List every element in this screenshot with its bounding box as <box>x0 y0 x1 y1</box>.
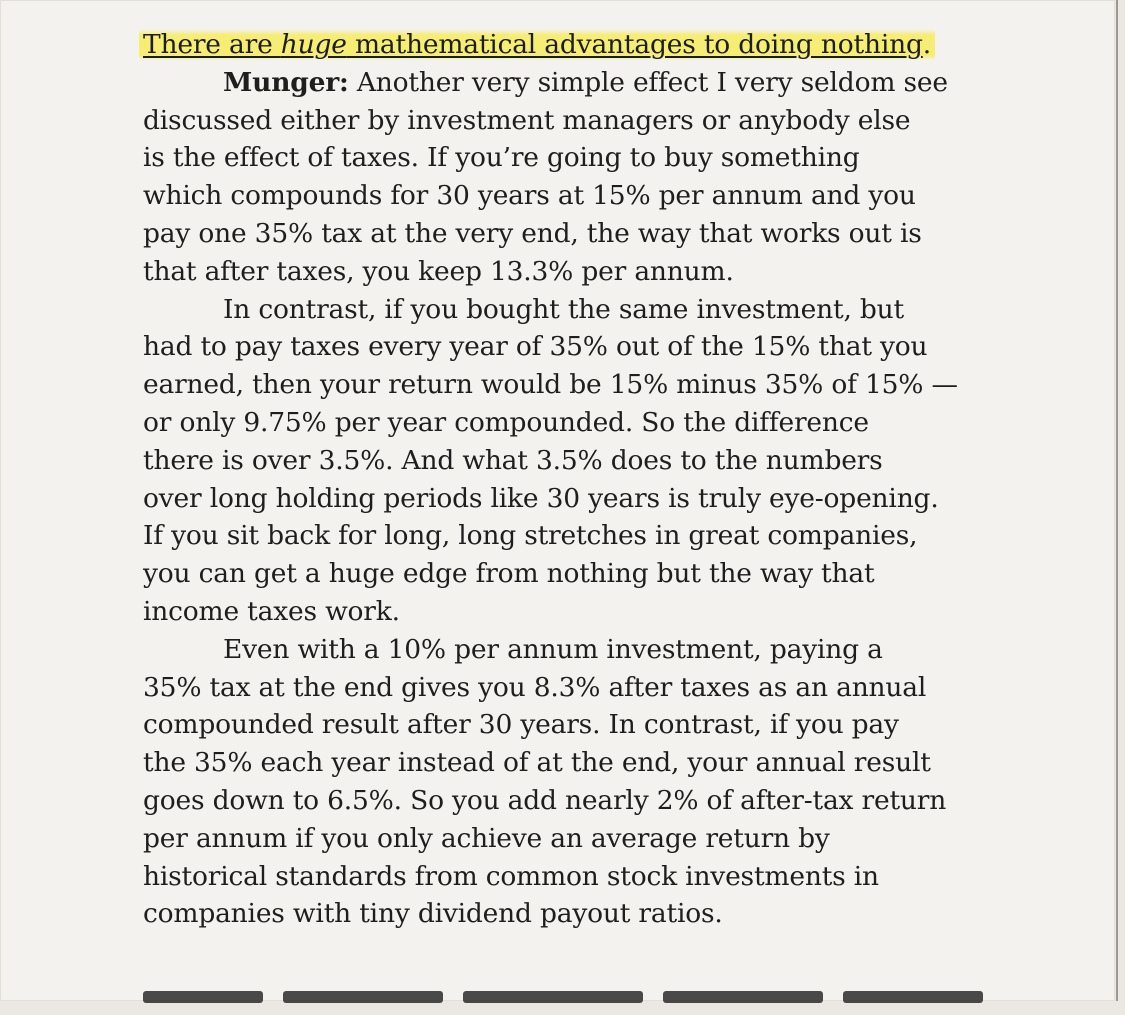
highlighted-heading-line <box>143 26 1093 64</box>
paragraph3-line: 35% tax at the end gives you 8.3% after taxes as an annual <box>143 671 927 703</box>
paragraph3-line: compounded result after 30 years. In contrast, if you pay <box>143 709 899 741</box>
paragraph1-line1-text: Another very simple effect I very seldom see <box>348 66 948 98</box>
paragraph1-line: which compounds for 30 years at 15% per annum and you <box>143 180 916 212</box>
paragraph1-line: pay one 35% tax at the very end, the way that works out is <box>143 217 922 249</box>
paragraph1-line: is the effect of taxes. If you’re going to buy something <box>143 142 860 174</box>
heading-underlined <box>143 29 923 60</box>
cut-off-next-line <box>143 985 1043 1015</box>
heading-emphasis: huge <box>280 29 347 60</box>
paragraph3-line: companies with tiny dividend payout ratios. <box>143 898 723 930</box>
paragraph2-line: earned, then your return would be 15% minus 35% of 15% — <box>143 369 958 401</box>
cut-off-text-fragment <box>843 991 983 1003</box>
page-edge-shadow <box>1116 0 1118 1001</box>
paragraph3-first-line: Even with a 10% per annum investment, paying a <box>223 633 883 665</box>
heading-text-before: There are <box>143 29 281 60</box>
paragraph3-line: the 35% each year instead of at the end, your annual result <box>143 747 931 779</box>
cut-off-text-fragment <box>663 991 823 1003</box>
cut-off-text-fragment <box>463 991 643 1003</box>
cut-off-text-fragment <box>143 991 263 1003</box>
paragraph1-line: that after taxes, you keep 13.3% per annum. <box>143 255 734 287</box>
paragraph2-line: had to pay taxes every year of 35% out of the 15% that you <box>143 331 928 363</box>
heading-text-after: mathematical advantages to doing nothing <box>346 29 923 60</box>
speaker-label: Munger: <box>223 66 349 98</box>
cut-off-text-fragment <box>283 991 443 1003</box>
paragraph2-first-line: In contrast, if you bought the same investment, but <box>223 293 904 325</box>
paragraph2-line: over long holding periods like 30 years is truly eye-opening. <box>143 482 939 514</box>
paragraph2-line: or only 9.75% per year compounded. So the difference <box>143 406 869 438</box>
paragraph3-line: historical standards from common stock investments in <box>143 860 879 892</box>
paragraph1-line: discussed either by investment managers or anybody else <box>143 104 911 136</box>
paragraph3-line: goes down to 6.5%. So you add nearly 2% of after-tax return <box>143 784 947 816</box>
paragraph3-line: per annum if you only achieve an average return by <box>143 822 830 854</box>
paragraph2-line: there is over 3.5%. And what 3.5% does to the numbers <box>143 444 883 476</box>
paragraph1-first-line <box>143 64 1093 102</box>
highlighted-heading <box>139 29 935 60</box>
paragraph2-line: income taxes work. <box>143 595 400 627</box>
page-text <box>143 26 1093 933</box>
paragraph2-line: you can get a huge edge from nothing but the way that <box>143 558 875 590</box>
heading-period: . <box>922 29 931 60</box>
paragraph2-line: If you sit back for long, long stretches in great companies, <box>143 520 918 552</box>
